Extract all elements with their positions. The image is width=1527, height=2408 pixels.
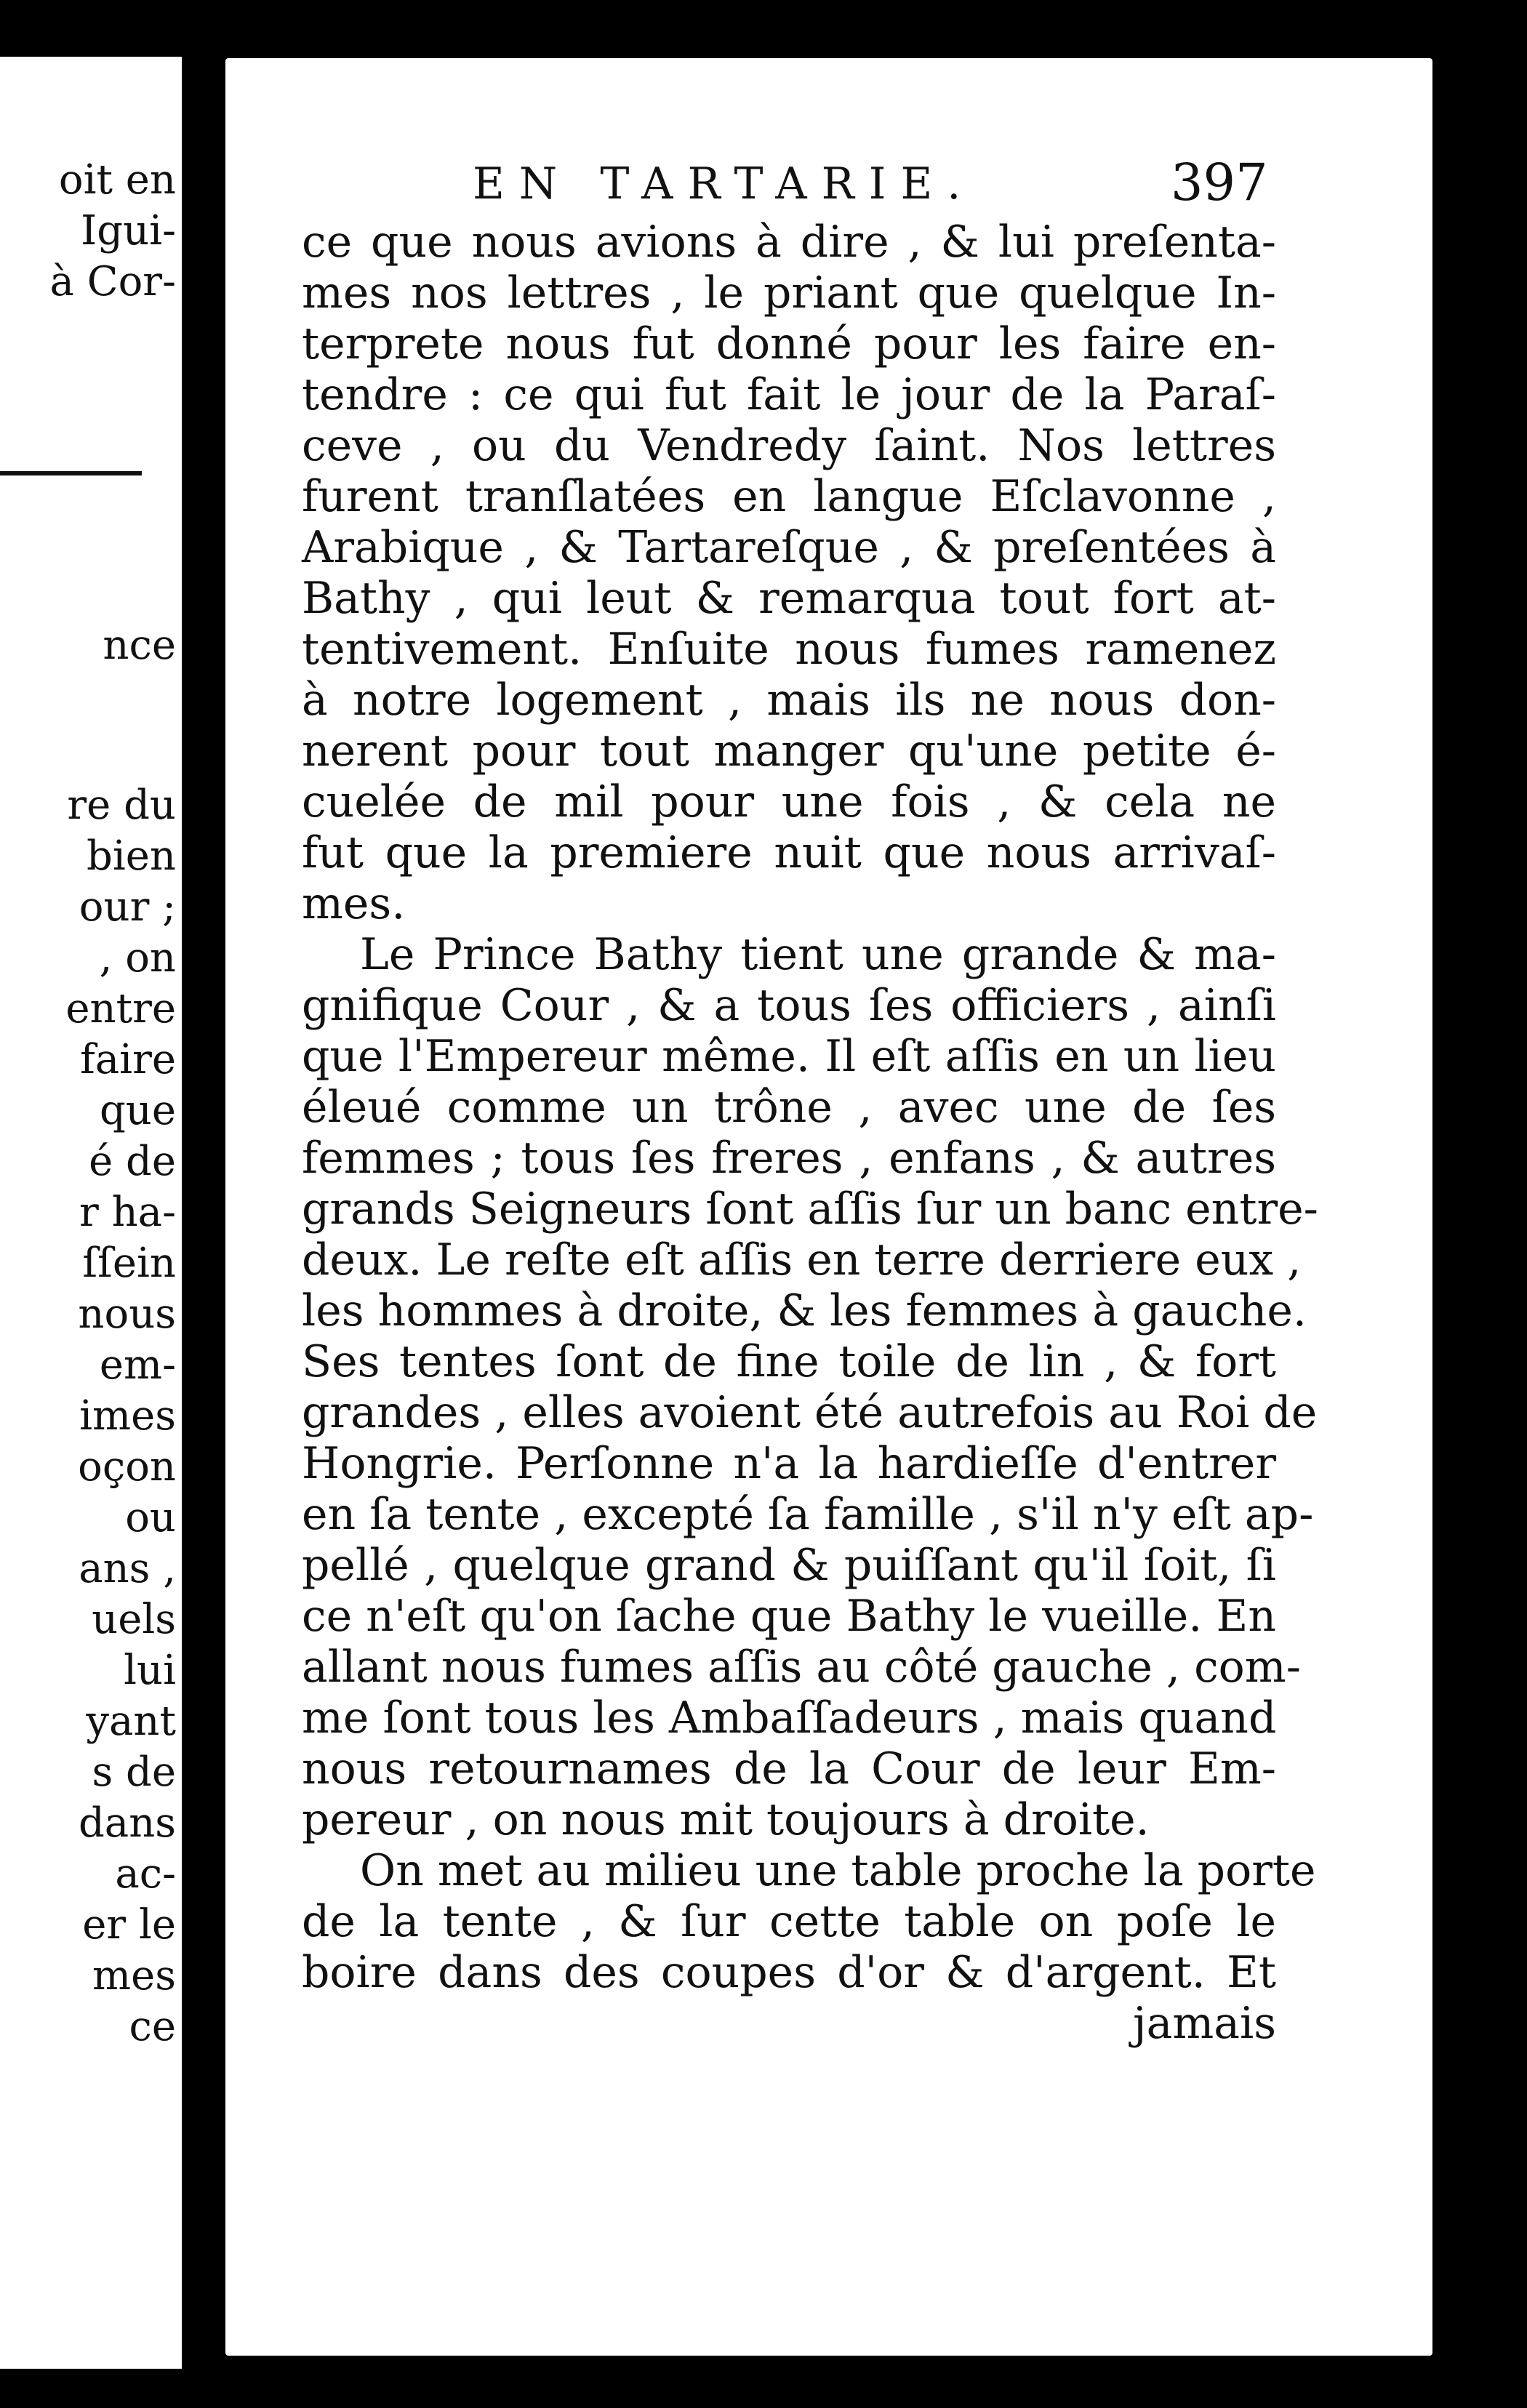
facing-page-line: our ; [79, 883, 176, 931]
facing-page-line: re du [67, 782, 176, 829]
page-number: 397 [1171, 153, 1268, 212]
facing-page-line: er le [82, 1901, 176, 1949]
facing-page-line: ou [125, 1494, 176, 1541]
text-line: deux. Le reſte eſt aſſis en terre derriere eux , [302, 1235, 1302, 1285]
text-line: On met au milieu une table proche la porte [360, 1845, 1316, 1896]
facing-page-line: yant [86, 1698, 176, 1745]
facing-page-line: ſſein [82, 1240, 176, 1287]
facing-page-line: ans , [79, 1545, 176, 1592]
facing-page-line: imes [79, 1392, 176, 1440]
text-line: en ſa tente , excepté ſa famille , s'il n'y eſt ap- [302, 1489, 1314, 1540]
facing-page-line: é de [89, 1138, 176, 1185]
facing-page-line: em- [99, 1341, 176, 1389]
text-line: Hongrie. Perſonne n'a la hardieſſe d'entrer [302, 1438, 1276, 1489]
text-line: grands Seigneurs ſont aſſis ſur un banc entre- [302, 1184, 1318, 1235]
facing-page-line: nous [78, 1291, 176, 1338]
facing-page-line: mes [92, 1952, 176, 1999]
facing-page-line: ac- [115, 1850, 176, 1898]
text-line: mes nos lettres , le priant que quelque In- [302, 268, 1276, 318]
text-line: ce que nous avions à dire , & lui preſenta- [302, 217, 1276, 268]
text-line: que l'Empereur même. Il eſt aſſis en un lieu [302, 1031, 1276, 1082]
text-line: ce n'eſt qu'on ſache que Bathy le vueille. En [302, 1591, 1276, 1642]
page-body-text [302, 217, 1318, 2049]
facing-page-line: uels [92, 1596, 176, 1643]
facing-page-line: ce [129, 2003, 176, 2050]
facing-page-line: bien [87, 832, 176, 880]
text-line: les hommes à droite, & les femmes à gauche. [302, 1285, 1307, 1336]
catchword: jamais [1132, 1998, 1276, 2049]
text-line: fut que la premiere nuit que nous arrivaſ- [302, 827, 1276, 878]
text-line: femmes ; tous ſes freres , enfans , & autres [302, 1133, 1276, 1184]
facing-page-line: oçon [78, 1443, 176, 1490]
facing-page-line: Igui- [81, 207, 176, 254]
facing-page-line: s de [92, 1749, 176, 1796]
text-line: allant nous fumes aſſis au côté gauche , com- [302, 1642, 1301, 1693]
text-line: Ses tentes ſont de fine toile de lin , & fort [302, 1336, 1276, 1387]
text-line: à notre logement , mais ils ne nous don- [302, 675, 1276, 726]
text-line: Le Prince Bathy tient une grande & ma- [360, 929, 1276, 980]
text-line: nous retournames de la Cour de leur Em- [302, 1743, 1276, 1794]
text-line: me ſont tous les Ambaſſadeurs , mais quand [302, 1693, 1277, 1743]
text-line: grandes , elles avoient été autrefois au Roi de [302, 1387, 1318, 1438]
facing-page-fragment [0, 57, 182, 2369]
text-line: furent tranſlatées en langue Eſclavonne , [302, 471, 1276, 522]
facing-page-line: à Cor- [49, 258, 176, 305]
facing-page-line: que [99, 1087, 176, 1134]
running-head: EN TARTARIE. [473, 158, 976, 209]
text-line: Bathy , qui leut & remarqua tout fort at- [302, 573, 1276, 624]
text-line: cuelée de mil pour une fois , & cela ne [302, 776, 1276, 827]
text-line: boire dans des coupes d'or & d'argent. Et [302, 1947, 1276, 1998]
text-line: tentivement. Enſuite nous fumes ramenez [302, 624, 1276, 675]
text-line: pellé , quelque grand & puiſſant qu'il ſoit, ſi [302, 1540, 1276, 1591]
text-line: terprete nous fut donné pour les faire en- [302, 318, 1276, 369]
facing-page-line: entre [65, 985, 176, 1032]
text-line: tendre : ce qui fut fait le jour de la Paraſ- [302, 369, 1276, 420]
text-line: gnifique Cour , & a tous ſes officiers , ainſi [302, 980, 1276, 1031]
facing-page-line: nce [103, 622, 176, 669]
facing-page-line: r ha- [79, 1189, 176, 1236]
text-line: Arabique , & Tartareſque , & preſentées à [302, 522, 1276, 573]
text-line: mes. [302, 878, 406, 929]
text-line: nerent pour tout manger qu'une petite é- [302, 726, 1276, 776]
text-line: ceve , ou du Vendredy ſaint. Nos lettres [302, 420, 1276, 471]
text-line: pereur , on nous mit toujours à droite. [302, 1794, 1150, 1845]
facing-page-rule [0, 471, 142, 475]
text-line: éleué comme un trône , avec une de ſes [302, 1082, 1276, 1133]
facing-page-line: lui [124, 1647, 176, 1694]
facing-page-line: oit en [58, 156, 176, 204]
facing-page-line: , on [99, 934, 176, 982]
text-line: de la tente , & ſur cette table on poſe le [302, 1896, 1276, 1947]
facing-page-line: dans [78, 1799, 176, 1847]
facing-page-line: faire [80, 1036, 176, 1083]
